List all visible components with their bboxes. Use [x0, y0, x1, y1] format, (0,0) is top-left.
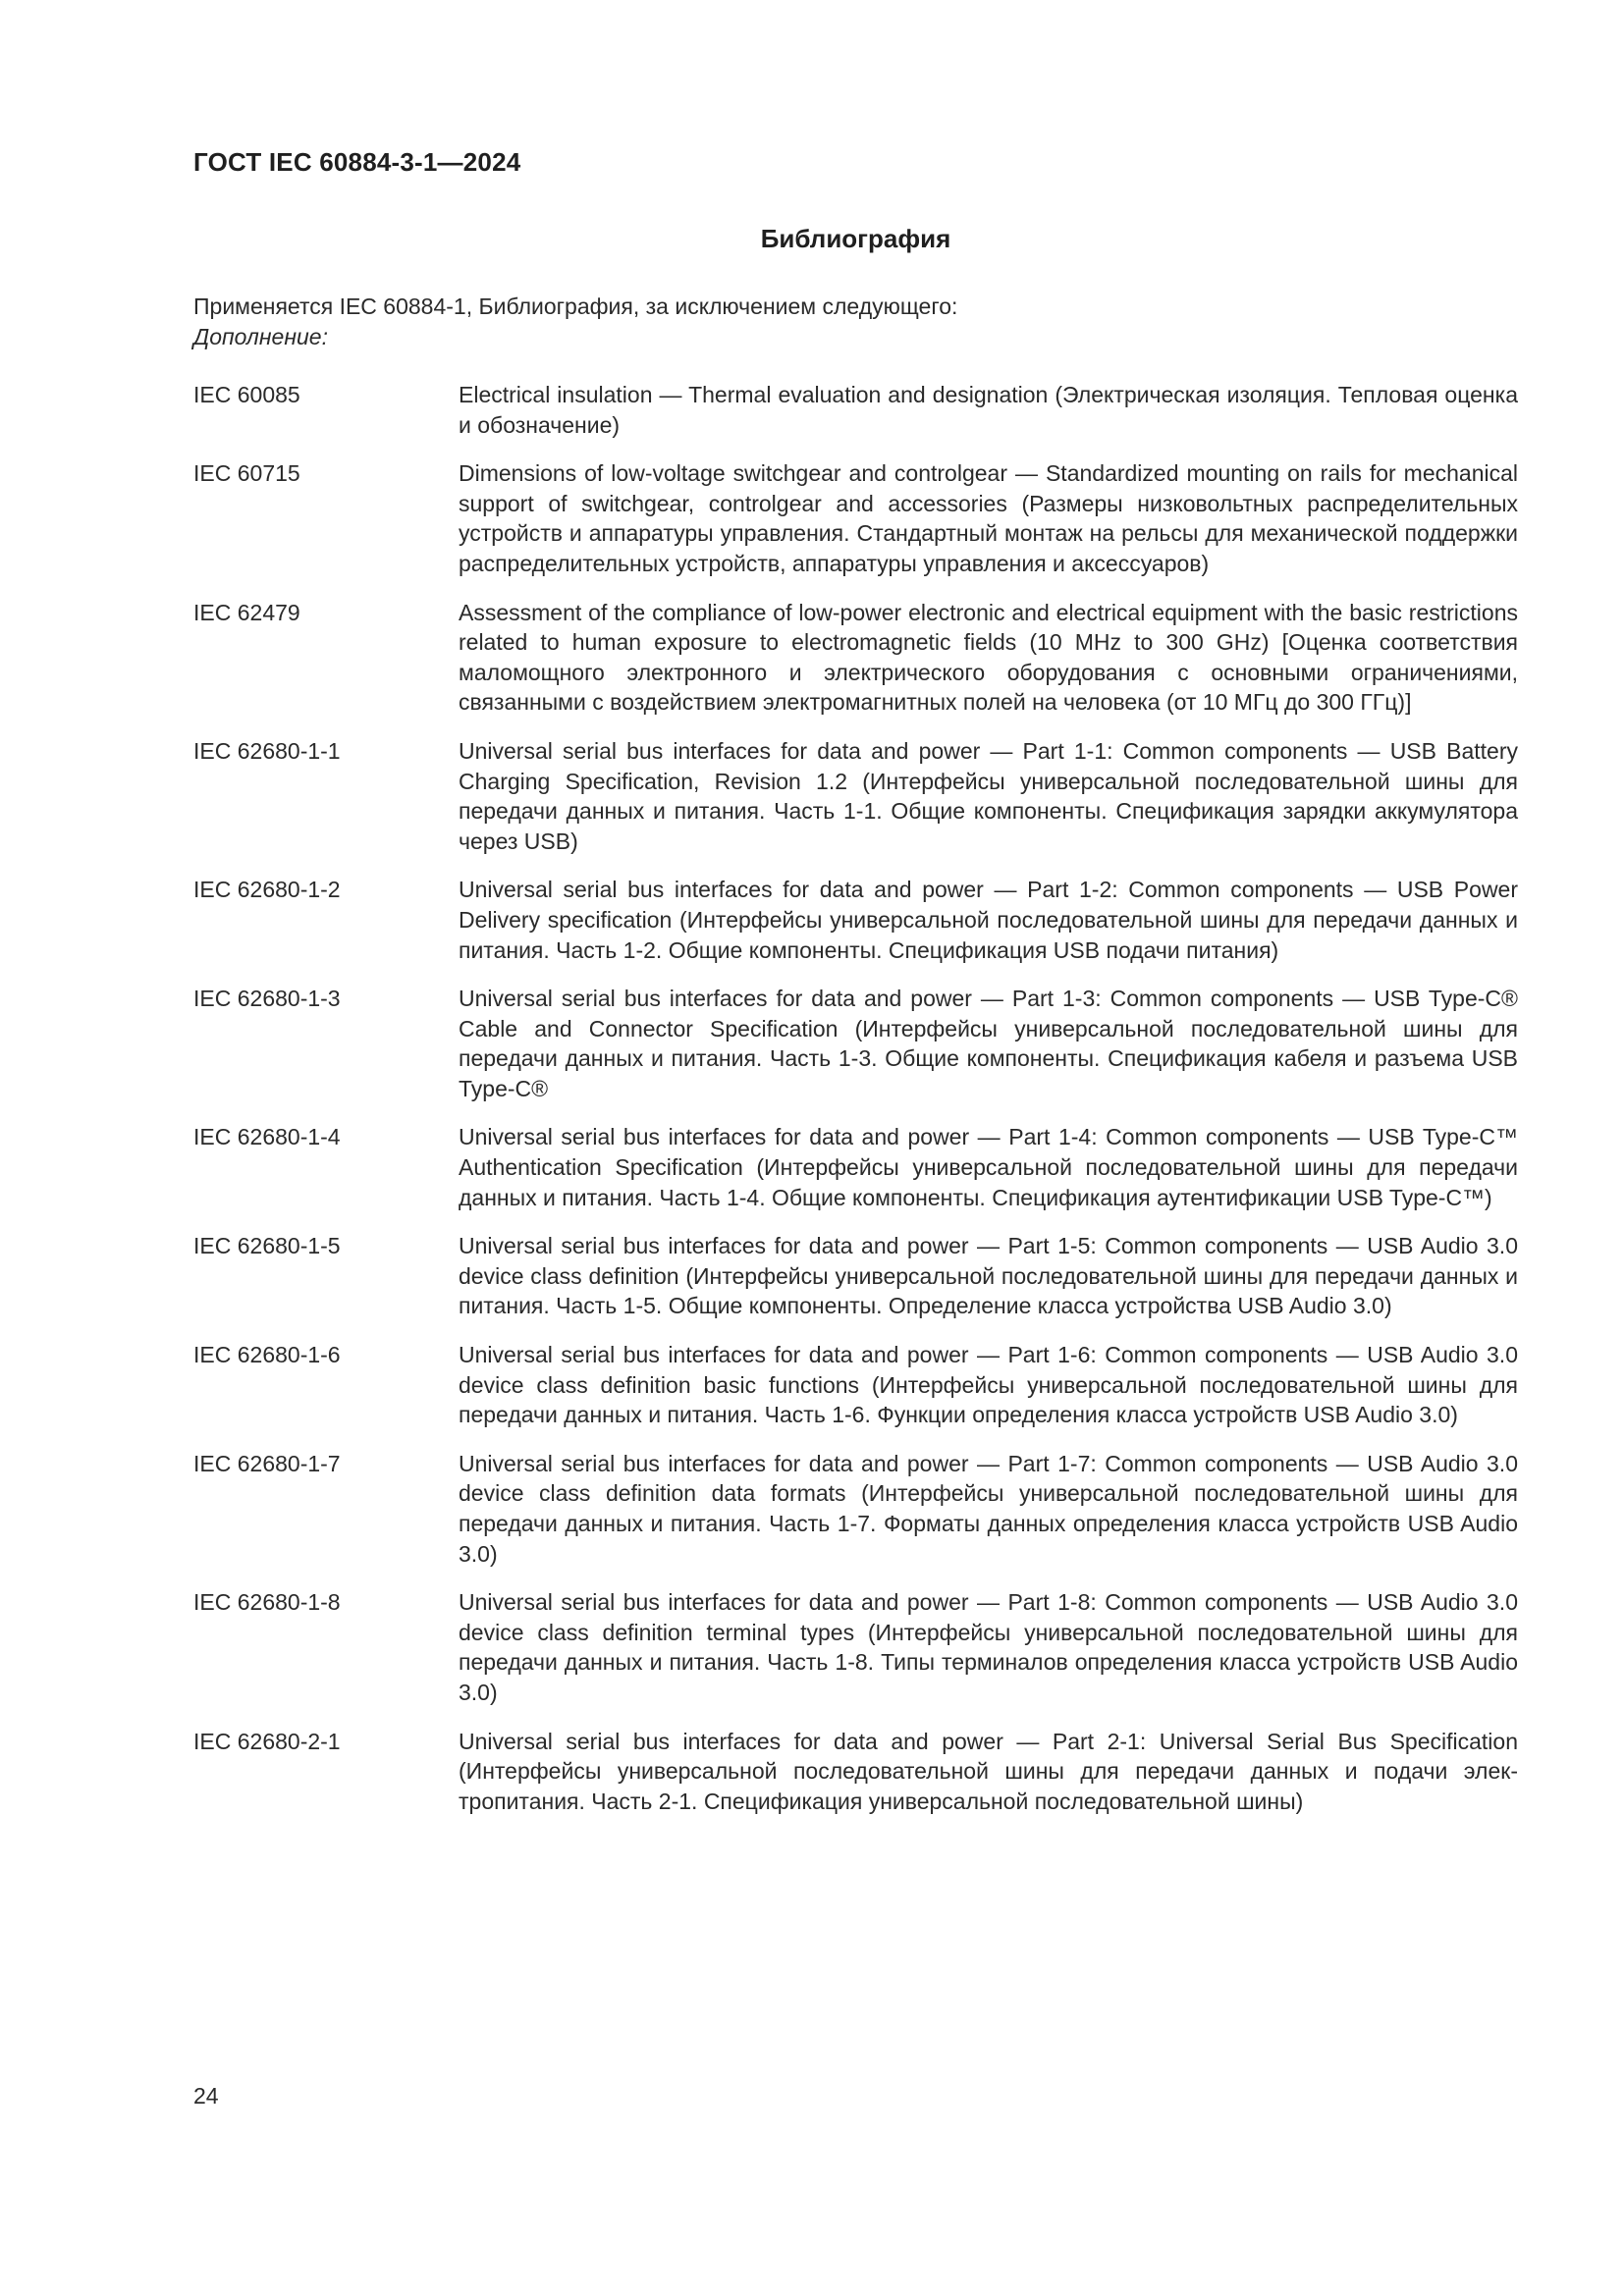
- bibliography-entry: [193, 1587, 1518, 1707]
- entry-description: Universal serial bus interfaces for data and power — Part 1-5: Common components — USB Audio 3.0 device class definition (Интерфейсы универсальной последовательной шины для передачи данных и питания. Часть 1-5. Общие компоненты. Определение класса устройства USB Audio 3.0): [459, 1233, 1518, 1319]
- section-title: Библиография: [760, 224, 951, 253]
- entry-description: Assessment of the compliance of low-power electronic and electrical equipment with the basic restrictions related to human exposure to electromagnetic fields (10 MHz to 300 GHz) [Оценка соответствия маломощного электронного и электрического оборудования с основными ограничениями, связанными с воздействием электромагнитных полей на человека (от 10 МГц до 300 ГГц)]: [459, 599, 1518, 716]
- bibliography-entry: [193, 1449, 1518, 1569]
- entry-code: IEC 60085: [193, 382, 300, 407]
- entry-description: Electrical insulation — Thermal evaluation and designation (Электрическая изоляция. Тепловая оценка и обозначение): [459, 382, 1518, 438]
- bibliography-entry: [193, 598, 1518, 718]
- page-number: 24: [193, 2083, 219, 2109]
- bibliography-entry: [193, 736, 1518, 856]
- intro-block: [193, 292, 1518, 352]
- entry-description: Universal serial bus interfaces for data and power — Part 2-1: Universal Serial Bus Specification (Интерфейсы универсальной последовательной шины для передачи данных и подачи электропитания. Часть 2-1. Спецификация универсальной последовательной шины): [459, 1728, 1518, 1814]
- entry-code: IEC 62680-1-1: [193, 737, 341, 764]
- entry-code: IEC 62680-1-8: [193, 1589, 341, 1616]
- bibliography-entry: [193, 984, 1518, 1103]
- entry-code: IEC 62680-1-3: [193, 986, 341, 1012]
- entry-code: IEC 62680-2-1: [193, 1728, 341, 1754]
- entry-description: Universal serial bus interfaces for data and power — Part 1-6: Common components — USB Audio 3.0 device class definition basic functions (Интерфейсы универсальной последовательной шины для передачи данных и питания. Часть 1-6. Функции определения класса устройств USB Audio 3.0): [459, 1342, 1518, 1428]
- entry-description: Universal serial bus interfaces for data and power — Part 1-2: Common components — USB Power Delivery specification (Интерфейсы универсальной последовательной шины для передачи данных и питания. Часть 1-2. Общие компоненты. Спецификация USB подачи питания): [459, 877, 1518, 963]
- entry-description: Universal serial bus interfaces for data and power — Part 1-8: Common components — USB Audio 3.0 device class definition terminal types (Интерфейсы универсальной последовательной шины для передачи данных и питания. Часть 1-8. Типы терминалов определения класса устройств USB Audio 3.0): [459, 1589, 1518, 1705]
- entry-code: IEC 62479: [193, 599, 300, 625]
- entry-code: IEC 62680-1-4: [193, 1124, 341, 1150]
- entry-description: Universal serial bus interfaces for data and power — Part 1-7: Common components — USB Audio 3.0 device class definition data formats (Интерфейсы универсальной последовательной шины для передачи данных и питания. Часть 1-7. Форматы данных определения класса устройств USB Audio 3.0): [459, 1450, 1518, 1567]
- entry-code: IEC 60715: [193, 460, 300, 487]
- bibliography-entry: [193, 1122, 1518, 1212]
- entry-description: Universal serial bus interfaces for data and power — Part 1-4: Common components — USB Type-C™ Authentication Specification (Интерфейсы универсальной последовательной шины для передачи данных и питания. Часть 1-4. Общие компоненты. Спецификация аутентификации USB Type-C™): [459, 1124, 1518, 1210]
- entry-code: IEC 62680-1-6: [193, 1342, 341, 1368]
- addendum-label: Дополнение:: [193, 324, 328, 349]
- entry-description: Universal serial bus interfaces for data and power — Part 1-1: Common components — USB Battery Charging Specification, Revision 1.2 (Интерфейсы универсальной последовательной шины для передачи данных и питания. Часть 1-1. Общие компоненты. Спецификация зарядки аккумулятора через USB): [459, 737, 1518, 854]
- bibliography-list: [193, 380, 1518, 1835]
- intro-text: Применяется IEC 60884-1, Библиография, за исключением следующего:: [193, 294, 958, 319]
- bibliography-entry: [193, 1340, 1518, 1430]
- bibliography-entry: [193, 875, 1518, 965]
- entry-code: IEC 62680-1-2: [193, 877, 341, 903]
- entry-code: IEC 62680-1-5: [193, 1233, 341, 1259]
- entry-code: IEC 62680-1-7: [193, 1450, 341, 1476]
- entry-description: Universal serial bus interfaces for data and power — Part 1-3: Common components — USB Type-C® Cable and Connector Specification (Интерфейсы универсальной последовательной шины для передачи данных и питания. Часть 1-3. Общие компоненты. Спецификация кабеля и разъема USB Type-C®: [459, 986, 1518, 1101]
- bibliography-entry: [193, 1231, 1518, 1321]
- bibliography-entry: [193, 380, 1518, 440]
- entry-description: Dimensions of low-voltage switchgear and controlgear — Standardized mounting on rails for mechanical support of switchgear, controlgear and accessories (Размеры низковольтных распределительных устройств и аппаратуры управления. Стандартный монтаж на рельсы для механической поддержки распределительных устройств, аппаратуры управления и аксессуаров): [459, 460, 1518, 576]
- bibliography-entry: [193, 458, 1518, 578]
- bibliography-entry: [193, 1727, 1518, 1817]
- standard-designation: ГОСТ IEC 60884-3-1—2024: [193, 147, 521, 177]
